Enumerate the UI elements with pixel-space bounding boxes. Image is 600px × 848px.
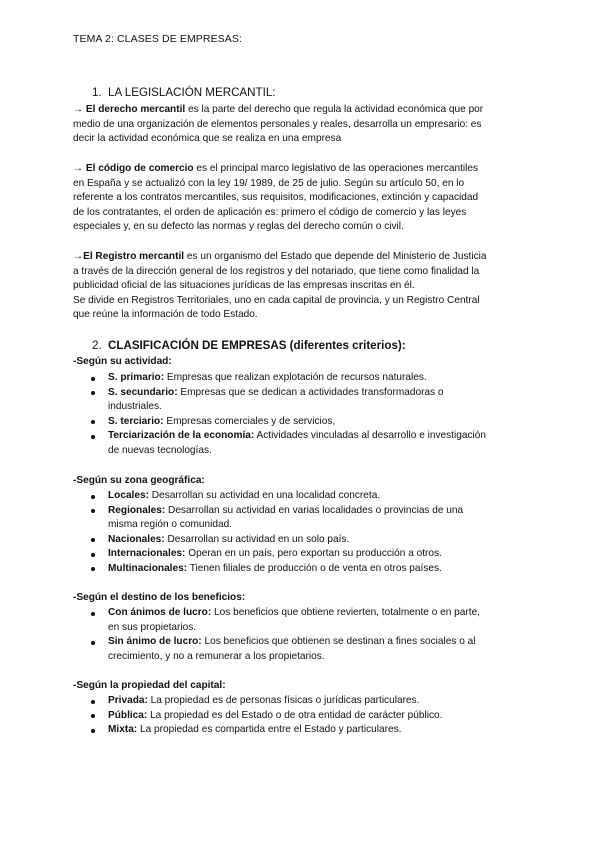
list-item	[73, 606, 543, 635]
item-text: industriales.	[108, 401, 162, 413]
item-text: Desarrollan su actividad en varias localidades o provincias de una	[165, 504, 464, 516]
list-item	[73, 635, 543, 664]
bullet-icon	[91, 729, 95, 733]
text-line: que reúne la información de todo Estado.	[73, 309, 258, 321]
item-text: Actividades vinculadas al desarrollo e investigación	[254, 430, 486, 442]
text-line: es un organismo del Estado que depende del Ministerio de Justicia	[184, 251, 487, 262]
list-item	[73, 504, 543, 533]
list-item	[73, 709, 543, 724]
document-title: TEMA 2: CLASES DE EMPRESAS:	[73, 33, 243, 45]
text-line: es la parte del derecho que regula la actividad económica que por	[185, 104, 484, 115]
text-line: medio de una organización de elementos personales y reales, desarrolla un empresario: es	[73, 118, 482, 130]
bullet-list	[73, 694, 543, 738]
bullet-icon	[91, 420, 95, 424]
text-line: decir la actividad económica que se realiza en una empresa	[73, 133, 342, 145]
list-item	[73, 489, 543, 504]
bullet-icon	[91, 714, 95, 718]
text-line: referente a los contratos mercantiles, sus requisitos, modificaciones, extinción y capacidad	[73, 192, 479, 204]
list-item	[73, 386, 543, 415]
item-text: Desarrollan su actividad en una localidad concreta.	[148, 490, 381, 501]
text-line: Se divide en Registros Territoriales, uno en cada capital de provincia, y un Registro Central	[73, 294, 480, 306]
bullet-list	[73, 606, 543, 664]
item-term: Locales:	[108, 490, 149, 501]
item-text: Empresas comerciales y de servicios,	[163, 415, 336, 427]
item-term: S. primario:	[108, 372, 165, 383]
item-term: S. secundario:	[108, 386, 178, 398]
item-text: Tienen filiales de producción o de venta en otros países.	[187, 562, 442, 574]
bullet-icon	[91, 567, 95, 571]
text-line: a través de la dirección general de los registros y del notariado, que tiene como finalidad la	[73, 265, 480, 277]
item-term: Multinacionales:	[108, 562, 188, 574]
list-item	[73, 371, 543, 386]
bullet-icon	[91, 435, 95, 439]
item-text: crecimiento, y no a remunerar a los propietarios.	[108, 650, 325, 662]
arrow-icon: →	[73, 104, 84, 115]
bullet-icon	[91, 553, 95, 557]
item-term: Con ánimos de lucro:	[108, 607, 212, 618]
item-term: Terciarización de la economía:	[108, 430, 255, 442]
paragraph-codigo-comercio	[73, 162, 538, 235]
bullet-icon	[91, 641, 95, 645]
item-text: Los beneficios que obtienen se destinan a fines sociales o al	[201, 636, 476, 648]
text-line: en España y se actualizó con la ley 19/ 1989, de 25 de julio. Según su artículo 50, en lo	[73, 177, 465, 189]
item-term: S. terciario:	[108, 415, 164, 427]
bullet-list	[73, 371, 543, 459]
item-text: La propiedad es del Estado o de otra entidad de carácter público.	[147, 709, 443, 721]
item-text: Operan en un país, pero exportan su producción a otros.	[185, 548, 442, 560]
bullet-icon	[91, 700, 95, 704]
item-term: Nacionales:	[108, 533, 165, 545]
item-term: Regionales:	[108, 504, 166, 516]
bullet-icon	[91, 391, 95, 395]
list-item	[73, 547, 543, 562]
item-text: Desarrollan su actividad en un solo país.	[164, 533, 350, 545]
section-2-number: 2.	[92, 339, 102, 352]
list-item	[73, 429, 543, 458]
bullet-icon	[91, 509, 95, 513]
item-text: en sus propietarios.	[108, 621, 197, 633]
text-line: publicidad oficial de las situaciones jurídicas de las empresas inscritas en él.	[73, 280, 415, 292]
text-line: especiales y, en su defecto las normas y reglas del derecho común o civil.	[73, 221, 404, 233]
bullet-icon	[91, 612, 95, 616]
arrow-icon: →	[73, 163, 84, 174]
bullet-icon	[91, 538, 95, 542]
item-text: La propiedad es de personas físicas o jurídicas particulares.	[147, 695, 420, 706]
term: El derecho mercantil	[85, 104, 186, 115]
item-text: Los beneficios que obtiene revierten, totalmente o en parte,	[211, 607, 480, 618]
section-1-number: 1.	[92, 86, 102, 99]
criterion-heading: -Según el destino de los beneficios:	[73, 592, 246, 603]
text-line: es el principal marco legislativo de las operaciones mercantiles	[193, 163, 479, 174]
term: El código de comercio	[85, 163, 194, 174]
item-term: Internacionales:	[108, 548, 186, 560]
item-text: La propiedad es compartida entre el Estado y particulares.	[137, 724, 402, 736]
section-1-title: LA LEGISLACIÓN MERCANTIL:	[108, 86, 276, 99]
section-2-heading	[92, 339, 406, 354]
list-item	[73, 415, 543, 430]
list-item	[73, 694, 543, 709]
arrow-icon: →	[73, 251, 84, 262]
list-item	[73, 723, 543, 738]
list-item	[73, 562, 543, 577]
item-text: Empresas que realizan explotación de recursos naturales.	[164, 372, 427, 383]
item-text: de nuevas tecnologías.	[108, 444, 212, 456]
criterion-heading: -Según su zona geográfica:	[73, 475, 205, 486]
bullet-list	[73, 489, 543, 577]
criterion-heading: -Según la propiedad del capital:	[73, 680, 226, 691]
bullet-icon	[91, 377, 95, 381]
term: El Registro mercantil	[83, 251, 185, 262]
list-item	[73, 533, 543, 548]
item-term: Privada:	[108, 695, 148, 706]
bullet-icon	[91, 495, 95, 499]
paragraph-registro-mercantil	[73, 250, 538, 323]
criterion-heading: -Según su actividad:	[73, 356, 172, 367]
paragraph-derecho-mercantil	[73, 103, 538, 147]
item-term: Mixta:	[108, 724, 138, 736]
item-term: Sin ánimo de lucro:	[108, 636, 202, 648]
text-line: de los contratantes, el orden de aplicación es: primero el código de comercio y las leyes	[73, 206, 467, 218]
section-1-heading	[92, 86, 276, 101]
section-2-title: CLASIFICACIÓN DE EMPRESAS (diferentes criterios):	[108, 339, 406, 352]
item-text: misma región o comunidad.	[108, 519, 232, 531]
item-text: Empresas que se dedican a actividades transformadoras o	[177, 386, 444, 398]
item-term: Pública:	[108, 709, 148, 721]
